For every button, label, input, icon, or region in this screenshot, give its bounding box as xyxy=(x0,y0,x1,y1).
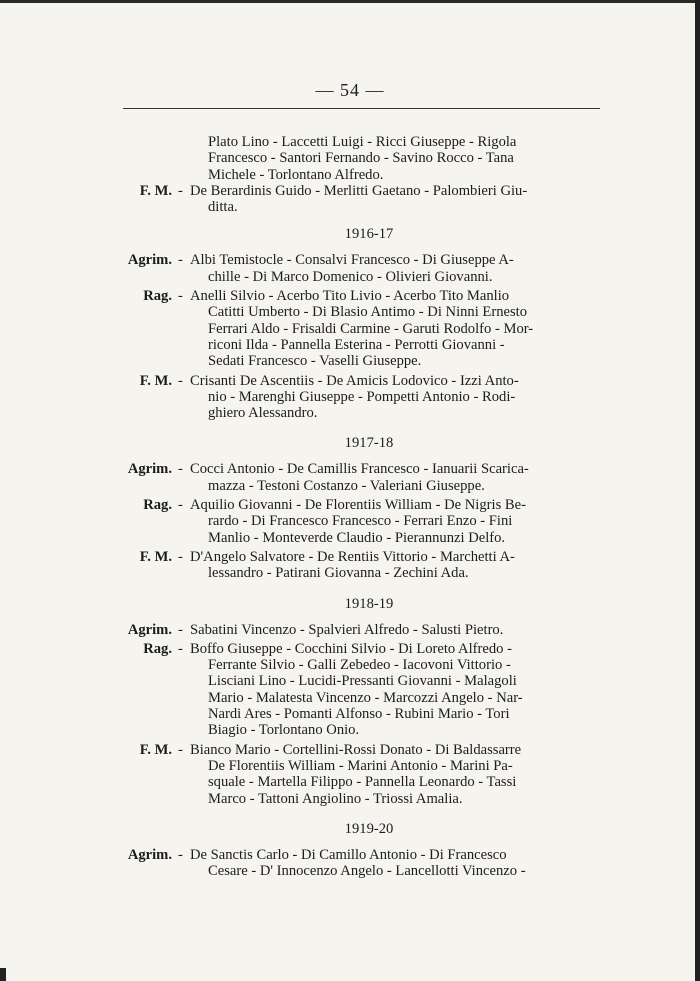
year-heading: 1916-17 xyxy=(344,226,394,243)
text-line: Ferrante Silvio - Galli Zebedeo - Iacovoni Vittorio - xyxy=(208,657,511,674)
group-entry: Agrim. - Albi Temistocle - Consalvi Francesco - Di Giuseppe A- chille - Di Marco Domenico - Olivieri Giovanni. xyxy=(118,252,610,285)
page-right-edge xyxy=(695,0,700,981)
text-line: D'Angelo Salvatore - De Rentiis Vittorio - Marchetti A- xyxy=(190,548,515,565)
group-entry: Agrim. - Sabatini Vincenzo - Spalvieri Alfredo - Salusti Pietro. xyxy=(118,622,610,638)
text-line: Marco - Tattoni Angiolino - Triossi Amalia. xyxy=(208,790,463,807)
text-line: chille - Di Marco Domenico - Olivieri Giovanni. xyxy=(208,268,493,285)
text-line: lessandro - Patirani Giovanna - Zechini Ada. xyxy=(208,565,469,582)
group-entry: Rag. - Aquilio Giovanni - De Florentiis William - De Nigris Be- rardo - Di Francesco Francesco - Ferrari Enzo - Fini Manlio - Monteverde Claudio - Pierannunzi Delfo. xyxy=(118,497,610,546)
text-line: Aquilio Giovanni - De Florentiis William - De Nigris Be- xyxy=(190,497,526,514)
group-label: F. M. xyxy=(139,741,172,758)
text-line: De Berardinis Guido - Merlitti Gaetano - Palombieri Giu- xyxy=(190,182,528,199)
text-line: Boffo Giuseppe - Cocchini Silvio - Di Loreto Alfredo - xyxy=(190,640,512,657)
year-heading: 1918-19 xyxy=(344,595,394,612)
group-entry: Agrim. - De Sanctis Carlo - Di Camillo Antonio - Di Francesco Cesare - D' Innocenzo Angelo - Lancellotti Vincenzo - xyxy=(118,847,610,880)
text-line: Catitti Umberto - Di Blasio Antimo - Di Ninni Ernesto xyxy=(208,304,528,321)
header-rule xyxy=(123,108,600,109)
page-top-edge xyxy=(0,0,700,3)
text-line: Bianco Mario - Cortellini-Rossi Donato - Di Baldassarre xyxy=(190,741,522,758)
text-line: squale - Martella Filippo - Pannella Leonardo - Tassi xyxy=(208,774,517,791)
text-line: Cesare - D' Innocenzo Angelo - Lancellotti Vincenzo - xyxy=(208,863,526,880)
group-label: F. M. xyxy=(139,182,172,199)
text-line: Cocci Antonio - De Camillis Francesco - Ianuarii Scarica- xyxy=(190,461,529,478)
group-entry: F. M. - D'Angelo Salvatore - De Rentiis Vittorio - Marchetti A- lessandro - Patirani Giovanna - Zechini Ada. xyxy=(118,549,610,582)
page-left-mark xyxy=(0,968,6,981)
group-label: Agrim. xyxy=(127,461,172,478)
year-heading: 1917-18 xyxy=(344,435,394,452)
text-line: Anelli Silvio - Acerbo Tito Livio - Acerbo Tito Manlio xyxy=(190,288,510,305)
text-line: Mario - Malatesta Vincenzo - Marcozzi Angelo - Nar- xyxy=(208,689,523,706)
group-label: F. M. xyxy=(139,372,172,389)
group-label: F. M. xyxy=(139,548,172,565)
page-number: — 54 — xyxy=(315,80,385,100)
years-list xyxy=(118,226,610,882)
group-label: Rag. xyxy=(143,288,172,305)
group-entry: Rag. - Anelli Silvio - Acerbo Tito Livio - Acerbo Tito Manlio Catitti Umberto - Di Blasio Antimo - Di Ninni Ernesto Ferrari Aldo - Frisaldi Carmine - Garuti Rodolfo - Mor- riconi Ilda - Pannella Esterina - Perrotti Giovanni - Sedati Francesco - Vaselli Giuseppe. xyxy=(118,288,610,369)
group-entry: Agrim. - Cocci Antonio - De Camillis Francesco - Ianuarii Scarica- mazza - Testoni Costanzo - Valeriani Giuseppe. xyxy=(118,461,610,494)
text-line: Michele - Torlontano Alfredo. xyxy=(208,166,384,183)
continuation-block xyxy=(118,134,610,183)
group-entry: Rag. - Boffo Giuseppe - Cocchini Silvio - Di Loreto Alfredo - Ferrante Silvio - Galli Zebedeo - Iacovoni Vittorio - Lisciani Lino - Lucidi-Pressanti Giovanni - Malagoli Mario - Malatesta Vincenzo - Marcozzi Angelo - Nar- Nardi Ares - Pomanti Alfonso - Rubini Mario - Tori Biagio - Torlontano Onio. xyxy=(118,641,610,739)
group-entry: F. M. - Crisanti De Ascentiis - De Amicis Lodovico - Izzi Anto- nio - Marenghi Giuseppe - Pompetti Antonio - Rodi- ghiero Alessandro. xyxy=(118,373,610,422)
text-line: ditta. xyxy=(208,199,238,216)
text-line: Sedati Francesco - Vaselli Giuseppe. xyxy=(208,353,422,370)
text-line: Biagio - Torlontano Onio. xyxy=(208,722,360,739)
text-line: Plato Lino - Laccetti Luigi - Ricci Giuseppe - Rigola xyxy=(208,134,517,150)
text-line: De Sanctis Carlo - Di Camillo Antonio - Di Francesco xyxy=(190,846,507,863)
group-label: Rag. xyxy=(143,640,172,657)
group-label: Agrim. xyxy=(127,252,172,269)
text-line: Manlio - Monteverde Claudio - Pierannunzi Delfo. xyxy=(208,529,506,546)
text-line: Nardi Ares - Pomanti Alfonso - Rubini Mario - Tori xyxy=(208,706,510,723)
text-line: Ferrari Aldo - Frisaldi Carmine - Garuti Rodolfo - Mor- xyxy=(208,320,534,337)
text-line: Albi Temistocle - Consalvi Francesco - Di Giuseppe A- xyxy=(190,252,514,269)
text-line: ghiero Alessandro. xyxy=(208,405,318,422)
text-line: riconi Ilda - Pannella Esterina - Perrotti Giovanni - xyxy=(208,336,505,353)
group-fm: F. M. - De Berardinis Guido - Merlitti Gaetano - Palombieri Giu- ditta. xyxy=(118,183,610,216)
text-line: De Florentiis William - Marini Antonio - Marini Pa- xyxy=(208,757,513,774)
group-label: Agrim. xyxy=(127,846,172,863)
text-line: mazza - Testoni Costanzo - Valeriani Giuseppe. xyxy=(208,477,485,494)
text-line: rardo - Di Francesco Francesco - Ferrari Enzo - Fini xyxy=(208,513,513,530)
text-line: nio - Marenghi Giuseppe - Pompetti Antonio - Rodi- xyxy=(208,388,516,405)
text-line: Sabatini Vincenzo - Spalvieri Alfredo - Salusti Pietro. xyxy=(190,621,504,638)
text-line: Crisanti De Ascentiis - De Amicis Lodovico - Izzi Anto- xyxy=(190,372,519,389)
group-label: Agrim. xyxy=(127,621,172,638)
text-line: Lisciani Lino - Lucidi-Pressanti Giovanni - Malagoli xyxy=(208,673,517,690)
group-label: Rag. xyxy=(143,497,172,514)
text-line: Francesco - Santori Fernando - Savino Rocco - Tana xyxy=(208,150,514,167)
year-heading: 1919-20 xyxy=(344,820,394,837)
document-body xyxy=(118,134,610,882)
group-entry: F. M. - Bianco Mario - Cortellini-Rossi Donato - Di Baldassarre De Florentiis William - Marini Antonio - Marini Pa- squale - Martella Filippo - Pannella Leonardo - Tassi Marco - Tattoni Angiolino - Triossi Amalia. xyxy=(118,742,610,807)
